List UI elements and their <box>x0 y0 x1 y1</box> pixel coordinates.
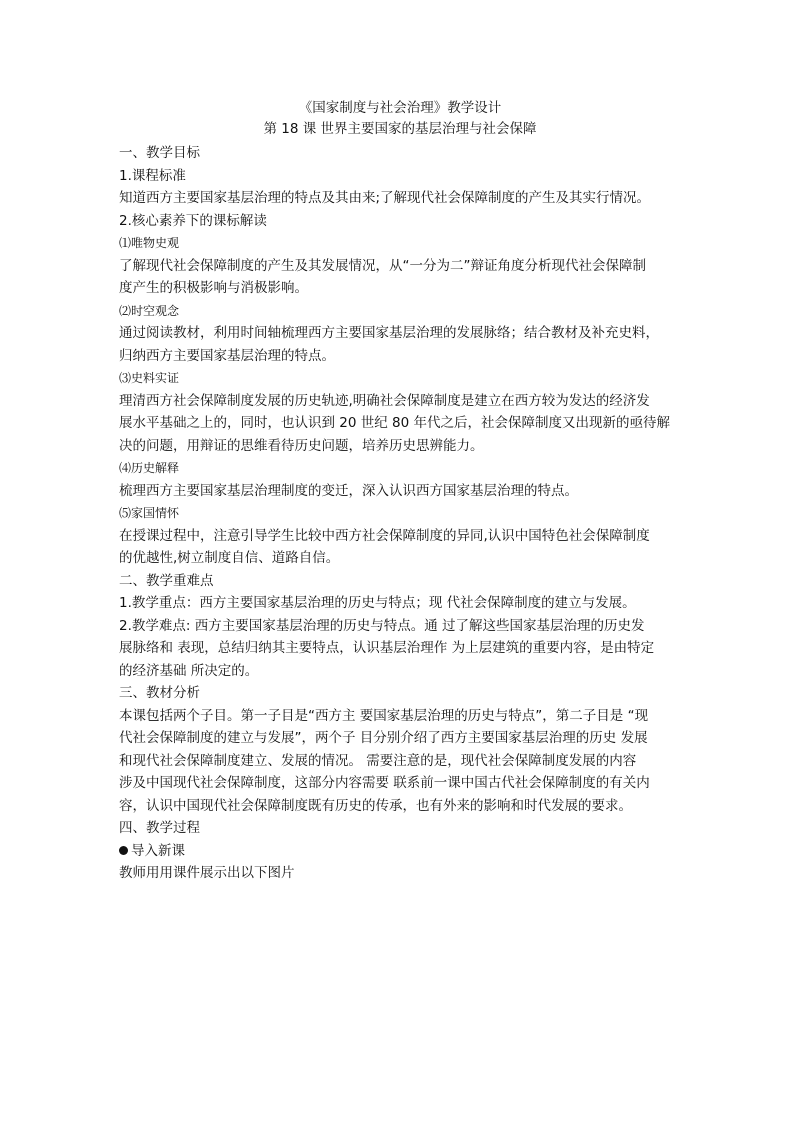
paragraph-line: 1.教学重点：西方主要国家基层治理的历史与特点；现 代社会保障制度的建立与发展。 <box>119 595 636 611</box>
subheading-curriculum-standard: 1.课程标准 <box>119 167 186 184</box>
paragraph-line: 容，认识中国现代社会保障制度既有历史的传承，也有外来的影响和时代发展的要求。 <box>119 797 632 814</box>
paragraph-line: 的优越性,树立制度自信、道路自信。 <box>119 550 340 566</box>
paragraph-line: 梳理西方主要国家基层治理制度的变迁，深入认识西方国家基层治理的特点。 <box>119 482 578 499</box>
bullet-dot-icon <box>119 846 128 855</box>
paragraph-line: 在授课过程中，注意引导学生比较中西方社会保障制度的异同,认识中国特色社会保障制度 <box>119 527 650 544</box>
paragraph-line: 和现代社会保障制度建立、发展的情况。 需要注意的是，现代社会保障制度发展的内容 <box>119 752 637 769</box>
heading-textbook-analysis: 三、教材分析 <box>119 685 200 701</box>
item-heading-materialism: ⑴唯物史观 <box>119 236 180 250</box>
bullet-item-label: 导入新课 <box>131 842 185 859</box>
paragraph-line: 教师用用课件展示出以下图片 <box>119 865 295 881</box>
paragraph-line: 涉及中国现代社会保障制度，这部分内容需要 联系前一课中国古代社会保障制度的有关内 <box>119 775 650 791</box>
paragraph-line: 度产生的积极影响与消极影响。 <box>119 280 308 296</box>
paragraph-line: 展脉络和 表现，总结归纳其主要特点，认识基层治理作 为上层建筑的重要内容，是由特定 <box>119 640 655 656</box>
paragraph-line: 归纳西方主要国家基层治理的特点。 <box>119 347 335 364</box>
paragraph-line: 了解现代社会保障制度的产生及其发展情况，从“一分为二”辩证角度分析现代社会保障制 <box>119 257 646 274</box>
paragraph-line: 代社会保障制度的建立与发展”，两个子 目分别介绍了西方主要国家基层治理的历史 发展 <box>119 730 648 746</box>
document-title: 《国家制度与社会治理》教学设计 <box>298 100 502 116</box>
item-heading-spacetime: ⑵时空观念 <box>119 303 180 318</box>
paragraph-line: 通过阅读教材，利用时间轴梳理西方主要国家基层治理的发展脉络；结合教材及补充史料， <box>119 325 659 341</box>
paragraph-line: 本课包括两个子目。第一子目是“西方主 要国家基层治理的历史与特点”，第二子目是 “现 <box>119 707 649 724</box>
bullet-item-intro <box>119 840 681 863</box>
paragraph-line: 2.教学难点: 西方主要国家基层治理的历史与特点。通 过了解这些国家基层治理的历史发 <box>119 617 645 634</box>
lesson-subtitle: 第 18 课 世界主要国家的基层治理与社会保障 <box>263 121 537 137</box>
heading-key-difficult-points: 二、教学重难点 <box>119 572 214 589</box>
paragraph-line: 知道西方主要国家基层治理的特点及其由来;了解现代社会保障制度的产生及其实行情况。 <box>119 190 651 206</box>
paragraph-line: 理清西方社会保障制度发展的历史轨迹,明确社会保障制度是建立在西方较为发达的经济发 <box>119 392 650 409</box>
paragraph-line: 的经济基础 所决定的。 <box>119 662 259 679</box>
paragraph-line: 决的问题，用辩证的思维看待历史问题，培养历史思辨能力。 <box>119 437 484 454</box>
document-body <box>119 98 681 885</box>
item-heading-patriotism: ⑸家国情怀 <box>119 506 180 520</box>
item-heading-interpretation: ⑷历史解释 <box>119 461 180 475</box>
heading-teaching-goals: 一、教学目标 <box>119 145 200 161</box>
subheading-core-literacy: 2.核心素养下的课标解读 <box>119 212 267 229</box>
heading-teaching-process: 四、教学过程 <box>119 820 200 836</box>
item-heading-evidence: ⑶史料实证 <box>119 371 180 385</box>
paragraph-line: 展水平基础之上的，同时，也认识到 20 世纪 80 年代之后，社会保障制度又出现新的亟待解 <box>119 415 671 431</box>
